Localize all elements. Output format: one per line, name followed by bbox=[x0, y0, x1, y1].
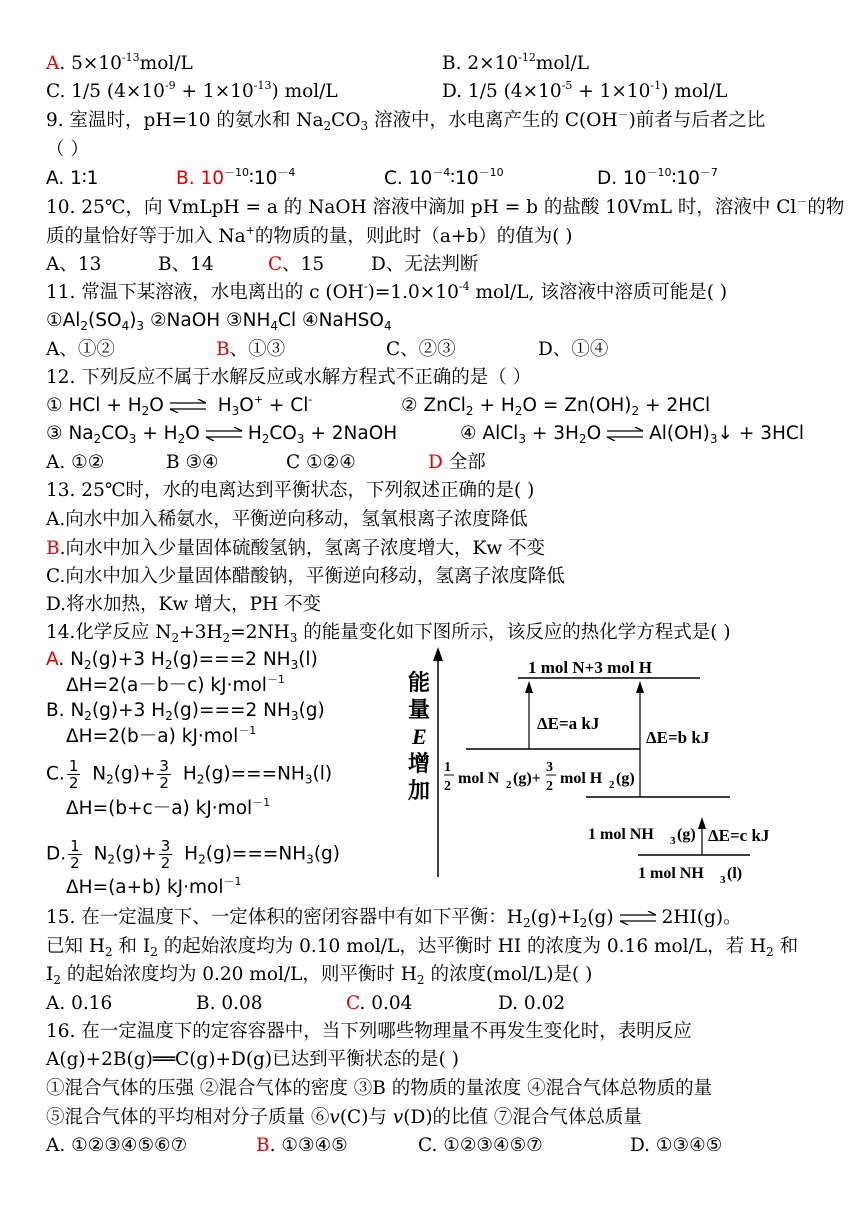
q11-stem: 11. 常温下某溶液，水电离出的 c $(OH^-)=1.0\times 10^{-4}$ mol/L, 该溶液中溶质可能是( ) bbox=[46, 280, 728, 303]
q10-option-c: C、15 bbox=[268, 254, 325, 275]
delta-e-c: ΔE=c kJ bbox=[708, 826, 770, 845]
q9-stem: 9. 室温时，pH=10 的氨水和 $Na_2CO_3$ 溶液中，水电离产生的 C(OH－)前者与后者之比 bbox=[46, 108, 766, 133]
q14-option-c-dh: ΔH=(b+c－a) kJ·mol$^{-1}$ bbox=[66, 796, 271, 819]
q12-reaction-3: ③ $Na_2CO_3 + H_2O$ $H_2CO_3$ + 2NaOH bbox=[46, 423, 398, 446]
axis-label-char: E bbox=[412, 724, 427, 749]
axis-label-char: 能 bbox=[408, 670, 431, 695]
q10-option-a: A、13 bbox=[46, 254, 102, 275]
level-reactants-frac2-num: 3 bbox=[546, 760, 553, 775]
svg-text:2: 2 bbox=[506, 779, 512, 791]
svg-text:3: 3 bbox=[720, 874, 726, 886]
q16-stem-line2: A(g)+2B(g)══C(g)+D(g)已达到平衡状态的是( ) bbox=[46, 1049, 459, 1070]
q12-option-c: C ①②④ bbox=[286, 452, 356, 473]
arrow-a-head-icon bbox=[525, 681, 533, 693]
q16-stem-line1: 16. 在一定温度下的定容容器中，当下列哪些物理量不再发生变化时，表明反应 bbox=[46, 1021, 692, 1042]
delta-e-a: ΔE=a kJ bbox=[537, 714, 600, 733]
svg-text:3: 3 bbox=[670, 835, 676, 847]
q15-stem-line1: 15. 在一定温度下、一定体积的密闭容器中有如下平衡：$H_2(g)+I_2(g)$ 2HI(g)。 bbox=[46, 907, 742, 930]
q16-option-d: D. ①③④⑤ bbox=[630, 1135, 723, 1156]
q13-option-d: D.将水加热，Kw 增大，PH 不变 bbox=[46, 594, 322, 615]
q15-option-b: B. 0.08 bbox=[196, 993, 263, 1014]
level-reactants-label4: (g) bbox=[616, 770, 635, 787]
level-reactants-frac1-num: 1 bbox=[444, 760, 451, 775]
q12-option-d: D 全部 bbox=[428, 452, 486, 473]
axis-arrow-icon bbox=[433, 647, 443, 661]
level-reactants-frac2-den: 2 bbox=[546, 779, 553, 794]
q16-option-c: C. ①②③④⑤⑦ bbox=[418, 1135, 543, 1156]
q12-option-b: B ③④ bbox=[166, 452, 219, 473]
q16-items-line1: ①混合气体的压强 ②混合气体的密度 ③B 的物质的量浓度 ④混合气体总物质的量 bbox=[46, 1078, 713, 1099]
svg-text:2: 2 bbox=[609, 779, 615, 791]
q9-paren: （ ） bbox=[46, 139, 89, 160]
q15-option-a: A. 0.16 bbox=[46, 993, 113, 1014]
q10-option-b: B、14 bbox=[158, 254, 214, 275]
arrow-c-head-icon bbox=[698, 817, 706, 829]
q10-option-d: D、无法判断 bbox=[371, 254, 479, 275]
level-reactants-frac1-den: 2 bbox=[444, 779, 451, 794]
energy-level-diagram bbox=[400, 645, 820, 895]
q16-items-line2: ⑤混合气体的平均相对分子质量 ⑥v(C)与 v(D)的比值 ⑦混合气体总质量 bbox=[46, 1107, 642, 1128]
q8-option-b: B. $2\times 10^{-12}mol/L$ bbox=[442, 51, 590, 74]
level-nh3-gas-label: 1 mol NH bbox=[588, 826, 654, 843]
q9-option-d: D. $10^{-10}∶10^{-7}$ bbox=[597, 166, 718, 189]
q10-stem-line1: 10. 25℃，向 VmLpH = a 的 NaOH 溶液中滴加 pH = b 的盐酸 10VmL 时，溶液中 Cl－的物 bbox=[46, 195, 845, 218]
q14-stem: 14.化学反应 $N_2+3H_2=2NH_3$ 的能量变化如下图所示，该反应的热化学方程式是( ) bbox=[46, 622, 731, 645]
axis-label-char: 量 bbox=[408, 697, 431, 722]
q15-stem-line2: 已知 $H_2$ 和 $I_2$ 的起始浓度均为 0.10 mol/L，达平衡时 HI 的浓度为 0.16 mol/L，若 $H_2$ 和 bbox=[46, 936, 799, 959]
axis-label-char: 增 bbox=[408, 751, 431, 776]
level-atoms-label: 1 mol N+3 mol H bbox=[528, 658, 652, 677]
q14-option-b: B. $N_2(g)+3$ $H_2(g)===2$ $NH_3(g)$ bbox=[46, 700, 325, 723]
level-nh3-gas-label2: (g) bbox=[677, 826, 696, 843]
level-reactants-label1: mol N bbox=[458, 770, 500, 787]
q8-option-d: D. 1/5 $(4\times 10^{-5} + 1\times 10^{-1})$ mol/L bbox=[442, 79, 728, 102]
q10-stem-line2: 质的量恰好等于加入 Na+的物质的量，则此时（a+b）的值为( ) bbox=[46, 224, 573, 247]
q13-stem: 13. 25℃时，水的电离达到平衡状态，下列叙述正确的是( ) bbox=[46, 480, 535, 501]
equilibrium-arrow-icon bbox=[605, 427, 645, 441]
q9-option-b: B. $10^{-10}∶10^{-4}$ bbox=[176, 166, 296, 189]
q15-option-d: D. 0.02 bbox=[498, 993, 566, 1014]
q11-option-a: A、①② bbox=[46, 339, 115, 360]
q11-option-c: C、②③ bbox=[386, 339, 456, 360]
q8-option-c: C. 1/5 $(4\times 10^{-9} + 1\times 10^{-13})$ mol/L bbox=[46, 79, 338, 102]
q15-stem-line3: $I_2$ 的起始浓度均为 0.20 mol/L，则平衡时 $H_2$ 的浓度(mol/L)是( ) bbox=[46, 964, 593, 987]
q14-option-c: C. $\frac{1}{2}$ $N_2(g)+$ $\frac{3}{2}$ $H_2(g)===NH_3(l)$ bbox=[46, 757, 333, 792]
level-nh3-liquid-label: 1 mol NH bbox=[638, 865, 704, 882]
level-reactants-label2: (g)+ bbox=[513, 770, 541, 787]
q12-option-a: A. ①② bbox=[46, 452, 105, 473]
equilibrium-arrow-icon bbox=[168, 399, 208, 413]
q11-substances: $①Al_2(SO_4)_3$ ②NaOH $③NH_4Cl$ ④NaHSO$_4$ bbox=[46, 310, 392, 333]
q16-option-b: B. ①③④⑤ bbox=[256, 1135, 348, 1156]
q14-option-d-dh: ΔH=(a+b) kJ·mol$^{-1}$ bbox=[66, 875, 242, 898]
q12-reaction-2: ② ZnCl$_2$ + $H_2O = Zn(OH)_2 + 2HCl$ bbox=[401, 395, 711, 418]
q13-option-c: C.向水中加入少量固体醋酸钠，平衡逆向移动，氢离子浓度降低 bbox=[46, 566, 565, 587]
q8-option-a: A. $5\times 10^{-13}mol/L$ bbox=[46, 51, 193, 74]
level-reactants-label3: mol H bbox=[560, 770, 603, 787]
q14-option-b-dh: ΔH=2(b－a) kJ·mol$^{-1}$ bbox=[66, 724, 257, 747]
q12-reaction-4: ④ AlCl$_3$ + $3H_2O$ $Al(OH)_3↓ + 3HCl$ bbox=[460, 423, 804, 446]
q15-option-c: C. 0.04 bbox=[346, 993, 413, 1014]
equilibrium-arrow-icon bbox=[204, 427, 244, 441]
q12-reaction-1: ① HCl + $H_2O$ $H_3O^+ + Cl^-$ bbox=[46, 393, 313, 418]
q12-stem: 12. 下列反应不属于水解反应或水解方程式不正确的是（ ） bbox=[46, 367, 532, 388]
q11-option-d: D、①④ bbox=[538, 339, 609, 360]
q14-option-a: A. $N_2(g)+3$ $H_2(g)===2$ $NH_3(l)$ bbox=[46, 649, 318, 672]
q14-option-a-dh: ΔH=2(a－b－c) kJ·mol$^{-1}$ bbox=[66, 673, 285, 696]
arrow-b-head-icon bbox=[636, 681, 644, 693]
q16-option-a: A. ①②③④⑤⑥⑦ bbox=[46, 1135, 188, 1156]
q14-option-d: D. $\frac{1}{2}$ $N_2(g)+$ $\frac{3}{2}$ $H_2(g)===NH_3(g)$ bbox=[46, 837, 340, 872]
equilibrium-arrow-icon bbox=[618, 911, 658, 925]
delta-e-b: ΔE=b kJ bbox=[646, 728, 710, 747]
axis-label-char: 加 bbox=[408, 778, 431, 803]
level-nh3-liquid-label2: (l) bbox=[727, 865, 743, 882]
q13-option-a: A.向水中加入稀氨水，平衡逆向移动，氢氧根离子浓度降低 bbox=[46, 509, 528, 530]
q11-option-b: B、①③ bbox=[216, 339, 286, 360]
q9-option-c: C. $10^{-4}∶10^{-10}$ bbox=[384, 166, 504, 189]
q13-option-b: B.向水中加入少量固体硫酸氢钠，氢离子浓度增大，Kw 不变 bbox=[46, 538, 546, 559]
q9-option-a: A. 1∶1 bbox=[46, 168, 99, 189]
